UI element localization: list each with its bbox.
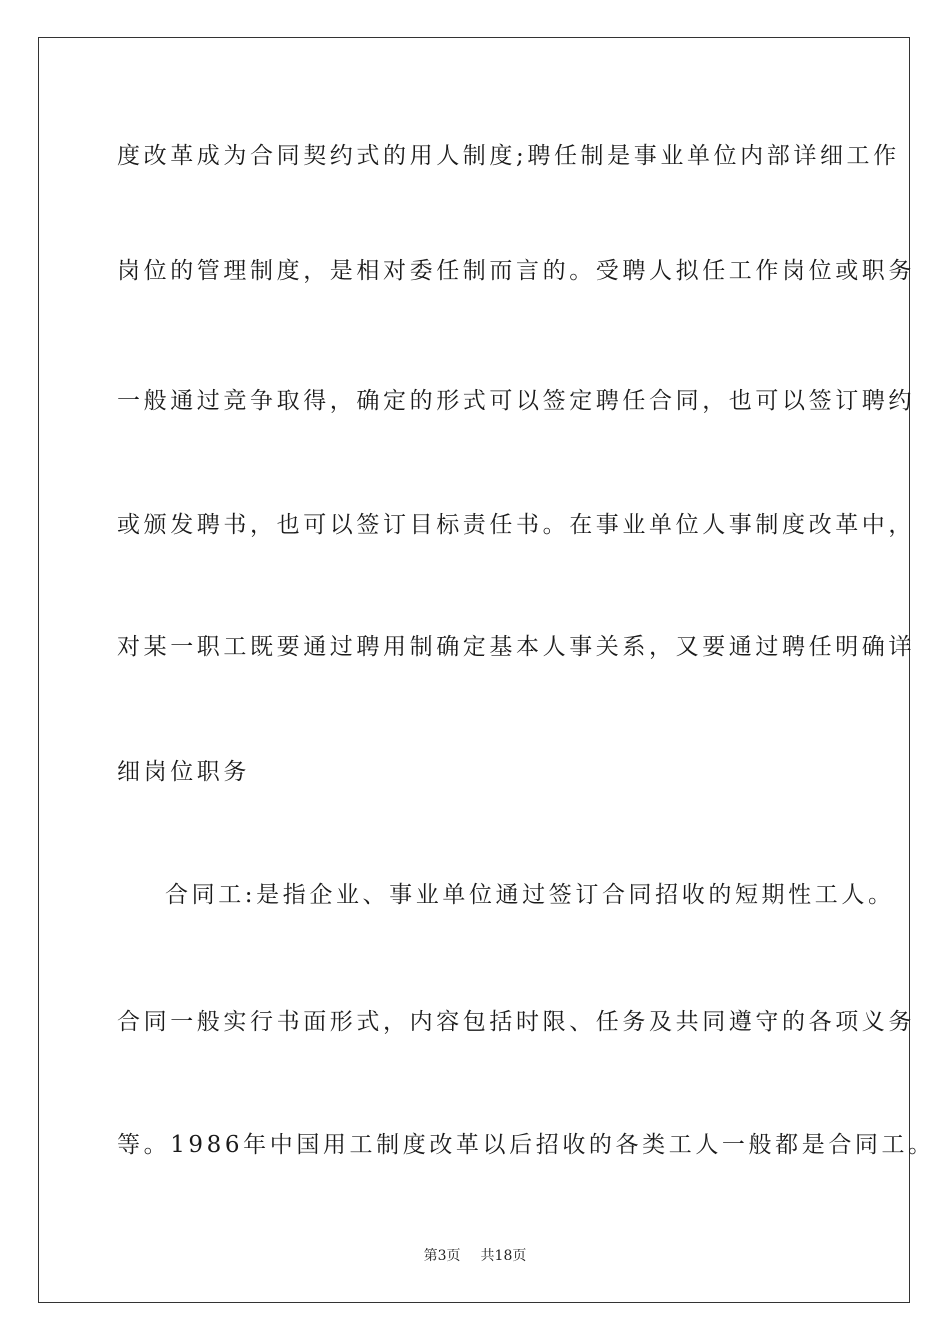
page-number-total: 共18页 [480, 1248, 527, 1264]
body-line-9: 等。1986年中国用工制度改革以后招收的各类工人一般都是合同工。 [117, 1132, 935, 1158]
body-line-6: 细岗位职务 [117, 759, 250, 785]
page-footer [0, 1246, 950, 1266]
body-line-3: 一般通过竞争取得，确定的形式可以签定聘任合同，也可以签订聘约 [117, 388, 915, 414]
body-line-1: 度改革成为合同契约式的用人制度;聘任制是事业单位内部详细工作 [117, 143, 900, 169]
body-line-5: 对某一职工既要通过聘用制确定基本人事关系，又要通过聘任明确详 [117, 634, 915, 660]
body-line-7: 合同工:是指企业、事业单位通过签订合同招收的短期性工人。 [165, 882, 895, 908]
body-line-2: 岗位的管理制度，是相对委任制而言的。受聘人拟任工作岗位或职务 [117, 258, 915, 284]
page-number-current: 第3页 [423, 1248, 461, 1264]
page-frame [38, 37, 935, 1303]
body-line-8: 合同一般实行书面形式，内容包括时限、任务及共同遵守的各项义务 [117, 1009, 915, 1035]
body-line-4: 或颁发聘书，也可以签订目标责任书。在事业单位人事制度改革中， [117, 512, 915, 538]
